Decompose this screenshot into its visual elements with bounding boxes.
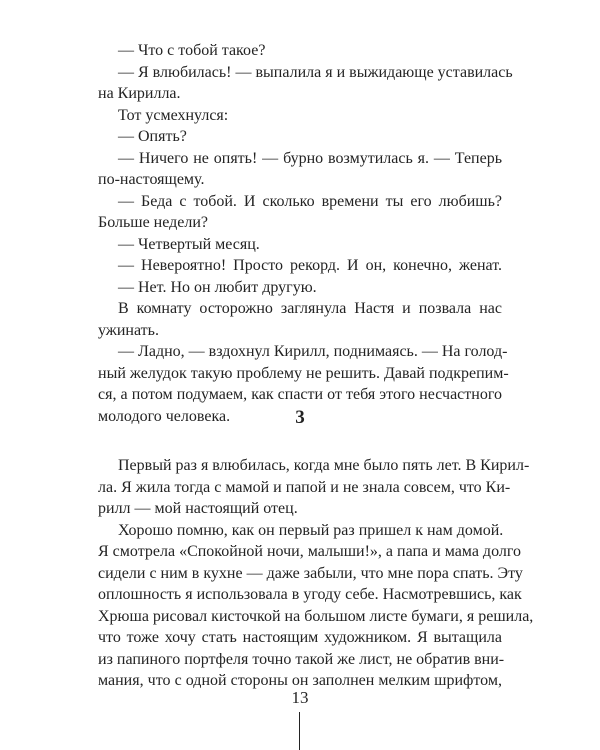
text-line: Я смотрела «Спокойной ночи, малыши!», а папа и мама долго: [98, 543, 521, 560]
text-line: по-настоящему.: [98, 171, 205, 188]
text-line: — Беда с тобой. И сколько времени ты его любишь?: [118, 192, 502, 210]
text-line: молодого человека.: [98, 407, 231, 425]
text-line: В комнату осторожно заглянула Настя и позвала нас: [118, 300, 502, 317]
text-line: ужинать.: [98, 321, 159, 339]
text-line: Тот усмехнулся:: [118, 106, 229, 124]
text-line: — Я влюбилась! — выпалила я и выжидающе уставилась: [118, 63, 513, 81]
text-line: ный желудок такую проблему не решить. Давай подкрепим-: [98, 364, 509, 382]
dialogue-section: [98, 40, 513, 427]
text-line: из папиного портфеля точно такой же лист, не обратив вни-: [98, 650, 505, 668]
text-line: Хорошо помню, как он первый раз пришел к нам домой.: [118, 521, 504, 539]
text-line: — Ладно, — вздохнул Кирилл, поднимаясь. — На голод-: [118, 343, 508, 360]
text-line: — Ничего не опять! — бурно возмутилась я. — Теперь: [118, 149, 502, 167]
text-line: ла. Я жила тогда с мамой и папой и не знала совсем, что Ки-: [98, 478, 511, 496]
text-line: Первый раз я влюбилась, когда мне было пять лет. В Кирил-: [118, 457, 530, 474]
text-line: сидели с ним в кухне — даже забыли, что мне пора спать. Эту: [98, 564, 523, 582]
page-number-rule: [299, 712, 300, 750]
page-number: 13: [291, 688, 309, 707]
text-line: мания, что с одной стороны он заполнен мелким шрифтом,: [98, 672, 502, 689]
text-line: что тоже хочу стать настоящим художником. Я вытащила: [98, 629, 502, 646]
text-line: — Нет. Но он любит другую.: [118, 278, 317, 296]
text-line: — Невероятно! Просто рекорд. И он, конечно, женат.: [118, 257, 502, 274]
text-line: — Что с тобой такое?: [118, 42, 266, 59]
text-line: Больше недели?: [98, 214, 209, 231]
text-line: ся, а потом подумаем, как спасти от тебя этого несчастного: [98, 386, 502, 403]
text-line: на Кирилла.: [98, 85, 181, 102]
text-line: рилл — мой настоящий отец.: [98, 500, 298, 517]
text-line: — Четвертый месяц.: [118, 235, 260, 253]
narrative-section: [98, 455, 534, 692]
chapter-heading: 3: [295, 407, 305, 428]
text-line: Хрюша рисовал кисточкой на большом листе бумаги, я решила,: [98, 607, 534, 625]
text-line: оплошность я использовала в угоду себе. Насмотревшись, как: [98, 586, 522, 603]
text-line: — Опять?: [118, 128, 187, 145]
